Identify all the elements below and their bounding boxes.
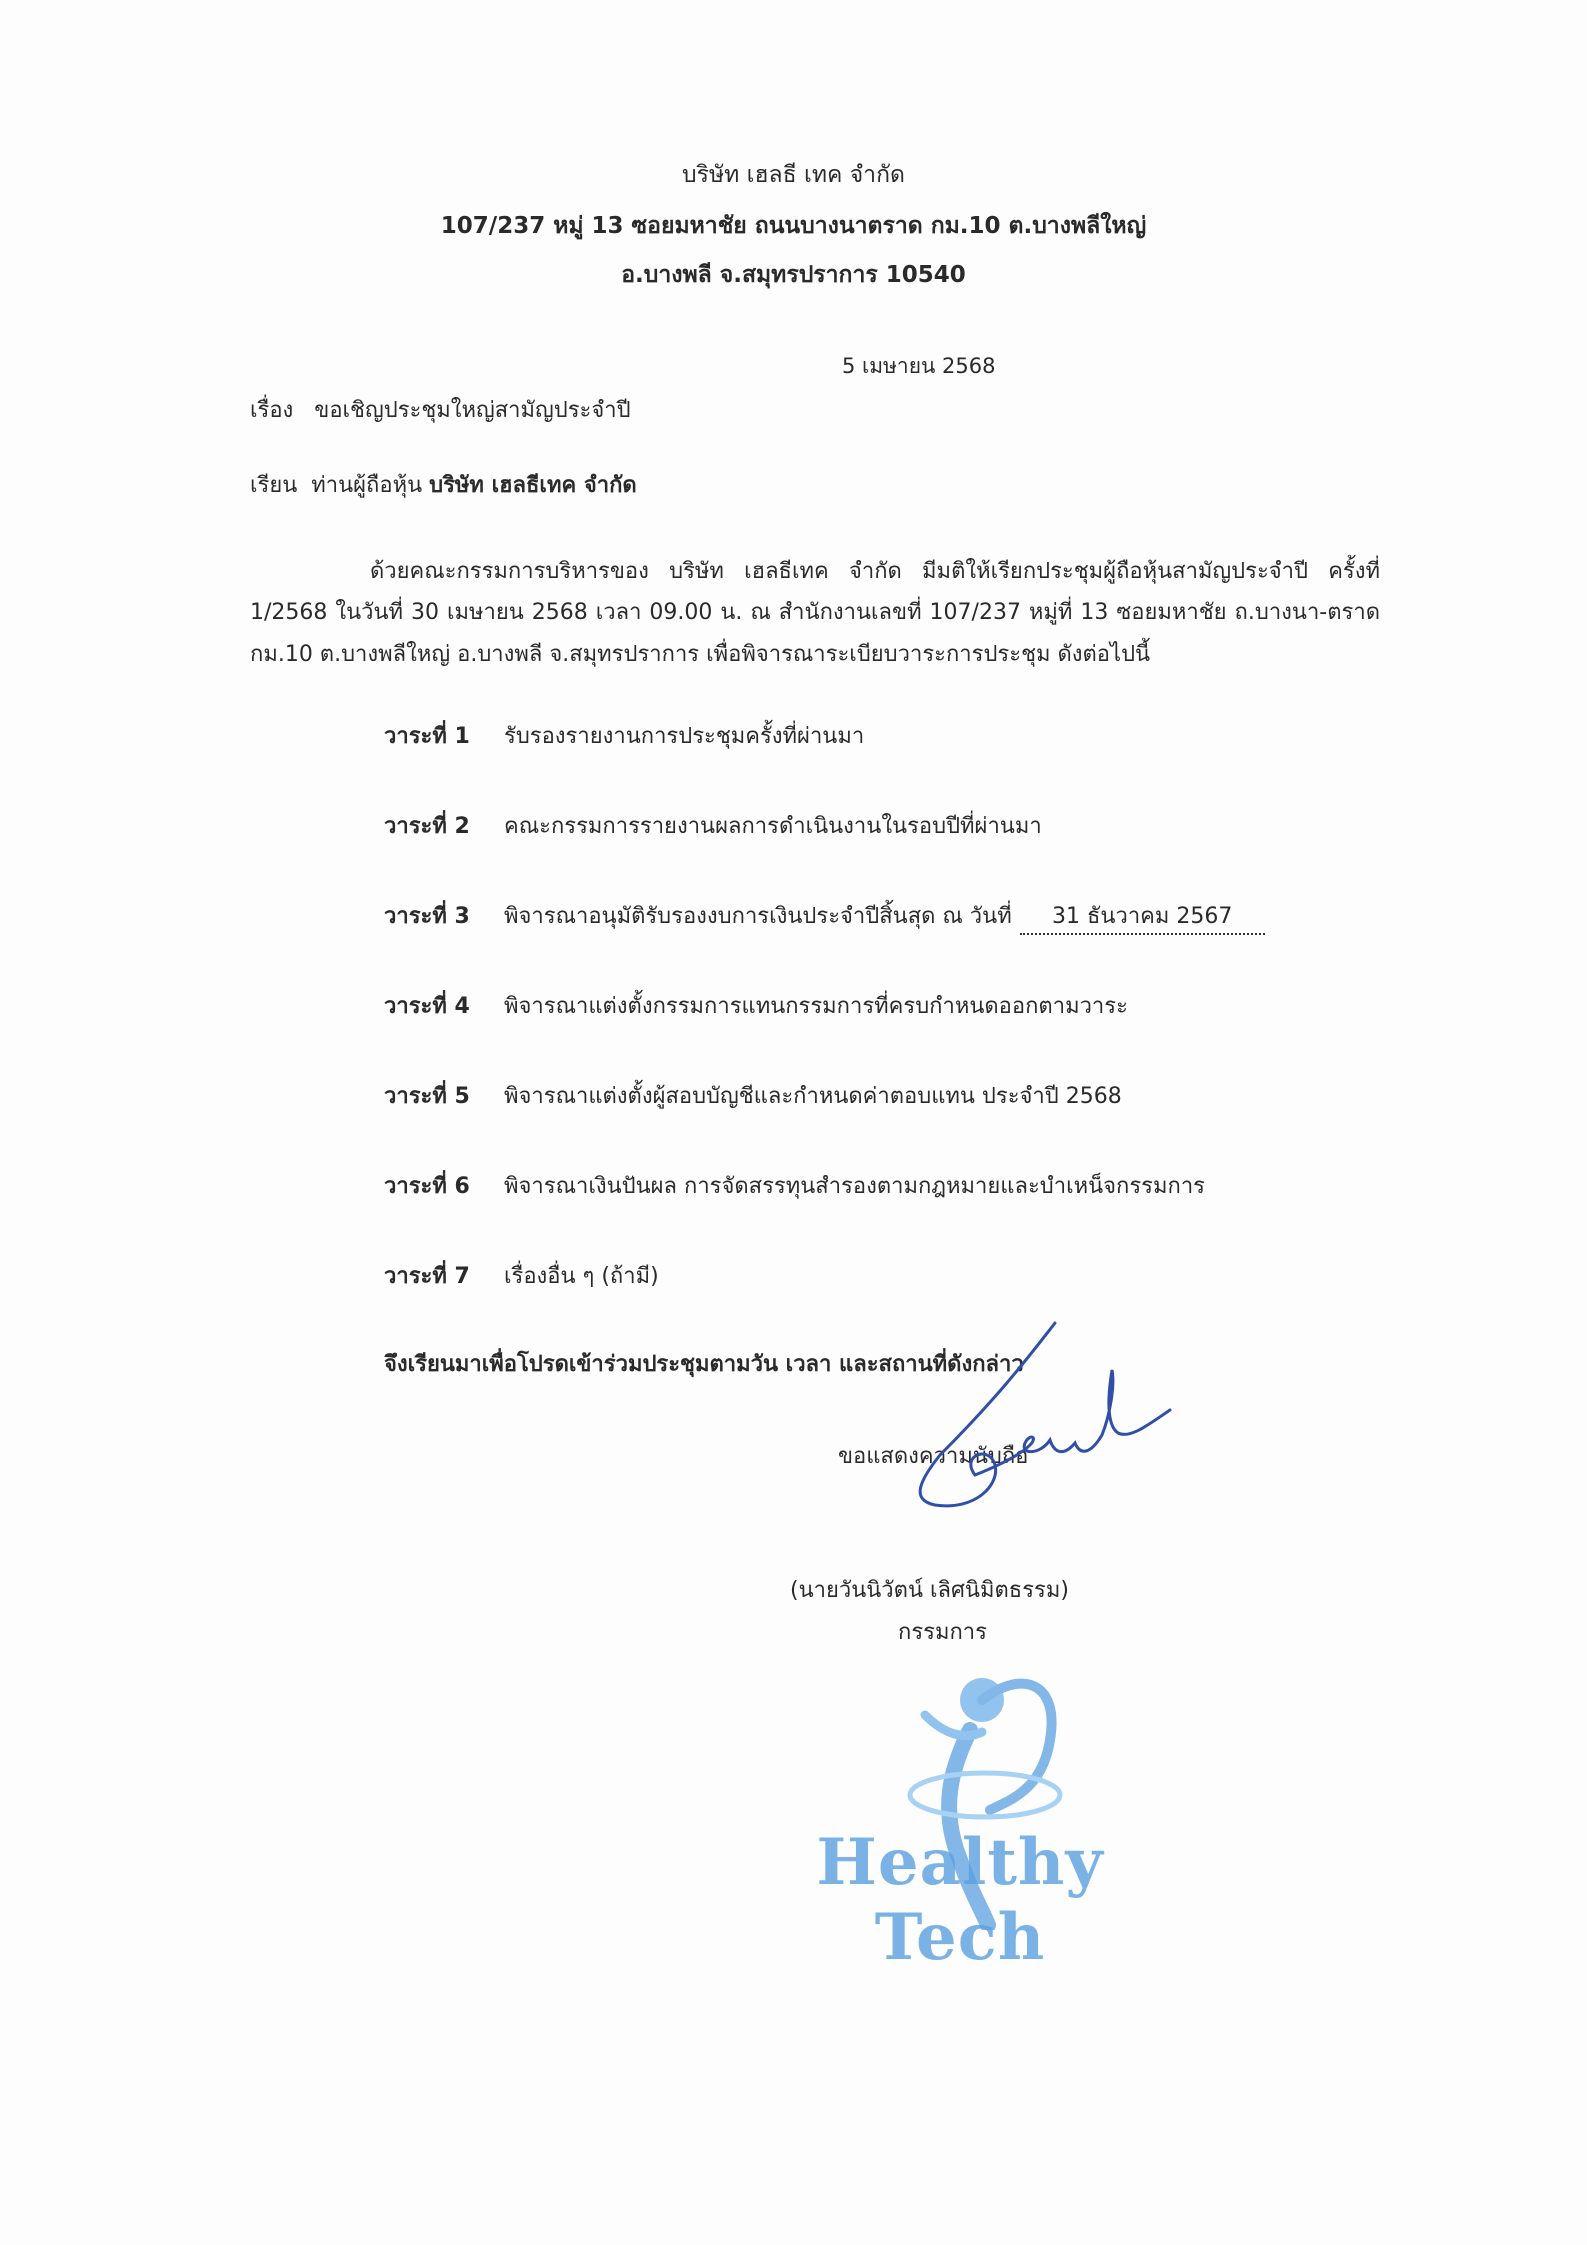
agenda-text: พิจารณาอนุมัติรับรองงบการเงินประจำปีสิ้นสุด ณ วันที่ xyxy=(504,904,1012,929)
agenda-item-7 xyxy=(384,1258,659,1293)
agenda-number: วาระที่ 1 xyxy=(384,724,470,749)
subject-text: ขอเชิญประชุมใหญ่สามัญประจำปี xyxy=(314,398,631,423)
stamp-text: Healthy Tech xyxy=(816,1825,1104,1975)
signer-name: (นายวันนิวัตน์ เลิศนิมิตธรรม) xyxy=(790,1578,1069,1603)
agenda-date-fill: 31 ธันวาคม 2567 xyxy=(1020,898,1265,935)
recipient-company: บริษัท เฮลธีเทค จำกัด xyxy=(429,473,637,498)
recipient-line xyxy=(250,467,637,502)
company-name: บริษัท เฮลธี เทค จำกัด xyxy=(682,162,905,188)
letter-date: 5 เมษายน 2568 xyxy=(842,354,996,378)
recipient-text: ท่านผู้ถือหุ้น xyxy=(311,473,423,498)
signer-title: กรรมการ xyxy=(898,1620,987,1645)
regards: ขอแสดงความนับถือ xyxy=(838,1444,1029,1469)
intro-line-3: กม.10 ต.บางพลีใหญ่ อ.บางพลี จ.สมุทรปราการ เพื่อพิจารณาระเบียบวาระการประชุม ดังต่อไปนี้ xyxy=(250,642,1151,667)
address-line-1: 107/237 หมู่ 13 ซอยมหาชัย ถนนบางนาตราด กม.10 ต.บางพลีใหญ่ xyxy=(440,213,1147,239)
recipient-label: เรียน xyxy=(250,473,298,498)
agenda-item-5 xyxy=(384,1078,1122,1113)
intro-line-1: ด้วยคณะกรรมการบริหารของ บริษัท เฮลธีเทค จำกัด มีมติให้เรียกประชุมผู้ถือหุ้นสามัญประจำปี ครั้งที่ xyxy=(370,559,1380,584)
agenda-number: วาระที่ 4 xyxy=(384,994,470,1019)
signature-icon xyxy=(880,1315,1210,1545)
subject-line xyxy=(250,392,631,427)
intro-line-2: 1/2568 ในวันที่ 30 เมษายน 2568 เวลา 09.00 น. ณ สำนักงานเลขที่ 107/237 หมู่ที่ 13 ซอยมหาชัย ถ.บางนา-ตราด xyxy=(250,600,1380,625)
agenda-number: วาระที่ 3 xyxy=(384,904,470,929)
agenda-number: วาระที่ 2 xyxy=(384,814,470,839)
company-stamp xyxy=(720,1660,1200,1975)
closing-sentence: จึงเรียนมาเพื่อโปรดเข้าร่วมประชุมตามวัน เวลา และสถานที่ดังกล่าว xyxy=(384,1352,1024,1377)
address-line-2: อ.บางพลี จ.สมุทรปราการ 10540 xyxy=(621,262,966,288)
agenda-number: วาระที่ 5 xyxy=(384,1084,470,1109)
agenda-text: พิจารณาแต่งตั้งกรรมการแทนกรรมการที่ครบกำหนดออกตามวาระ xyxy=(504,994,1128,1019)
agenda-item-4 xyxy=(384,988,1128,1023)
agenda-number: วาระที่ 6 xyxy=(384,1174,470,1199)
agenda-item-3 xyxy=(384,898,1265,935)
agenda-text: คณะกรรมการรายงานผลการดำเนินงานในรอบปีที่ผ่านมา xyxy=(504,814,1042,839)
agenda-text: รับรองรายงานการประชุมครั้งที่ผ่านมา xyxy=(504,724,865,749)
agenda-item-2 xyxy=(384,808,1042,843)
agenda-item-1 xyxy=(384,718,864,753)
agenda-text: พิจารณาเงินปันผล การจัดสรรทุนสำรองตามกฎหมายและบำเหน็จกรรมการ xyxy=(504,1174,1205,1199)
agenda-number: วาระที่ 7 xyxy=(384,1264,470,1289)
agenda-text: เรื่องอื่น ๆ (ถ้ามี) xyxy=(504,1264,659,1289)
agenda-item-6 xyxy=(384,1168,1205,1203)
subject-label: เรื่อง xyxy=(250,398,294,423)
agenda-text: พิจารณาแต่งตั้งผู้สอบบัญชีและกำหนดค่าตอบแทน ประจำปี 2568 xyxy=(504,1084,1122,1109)
